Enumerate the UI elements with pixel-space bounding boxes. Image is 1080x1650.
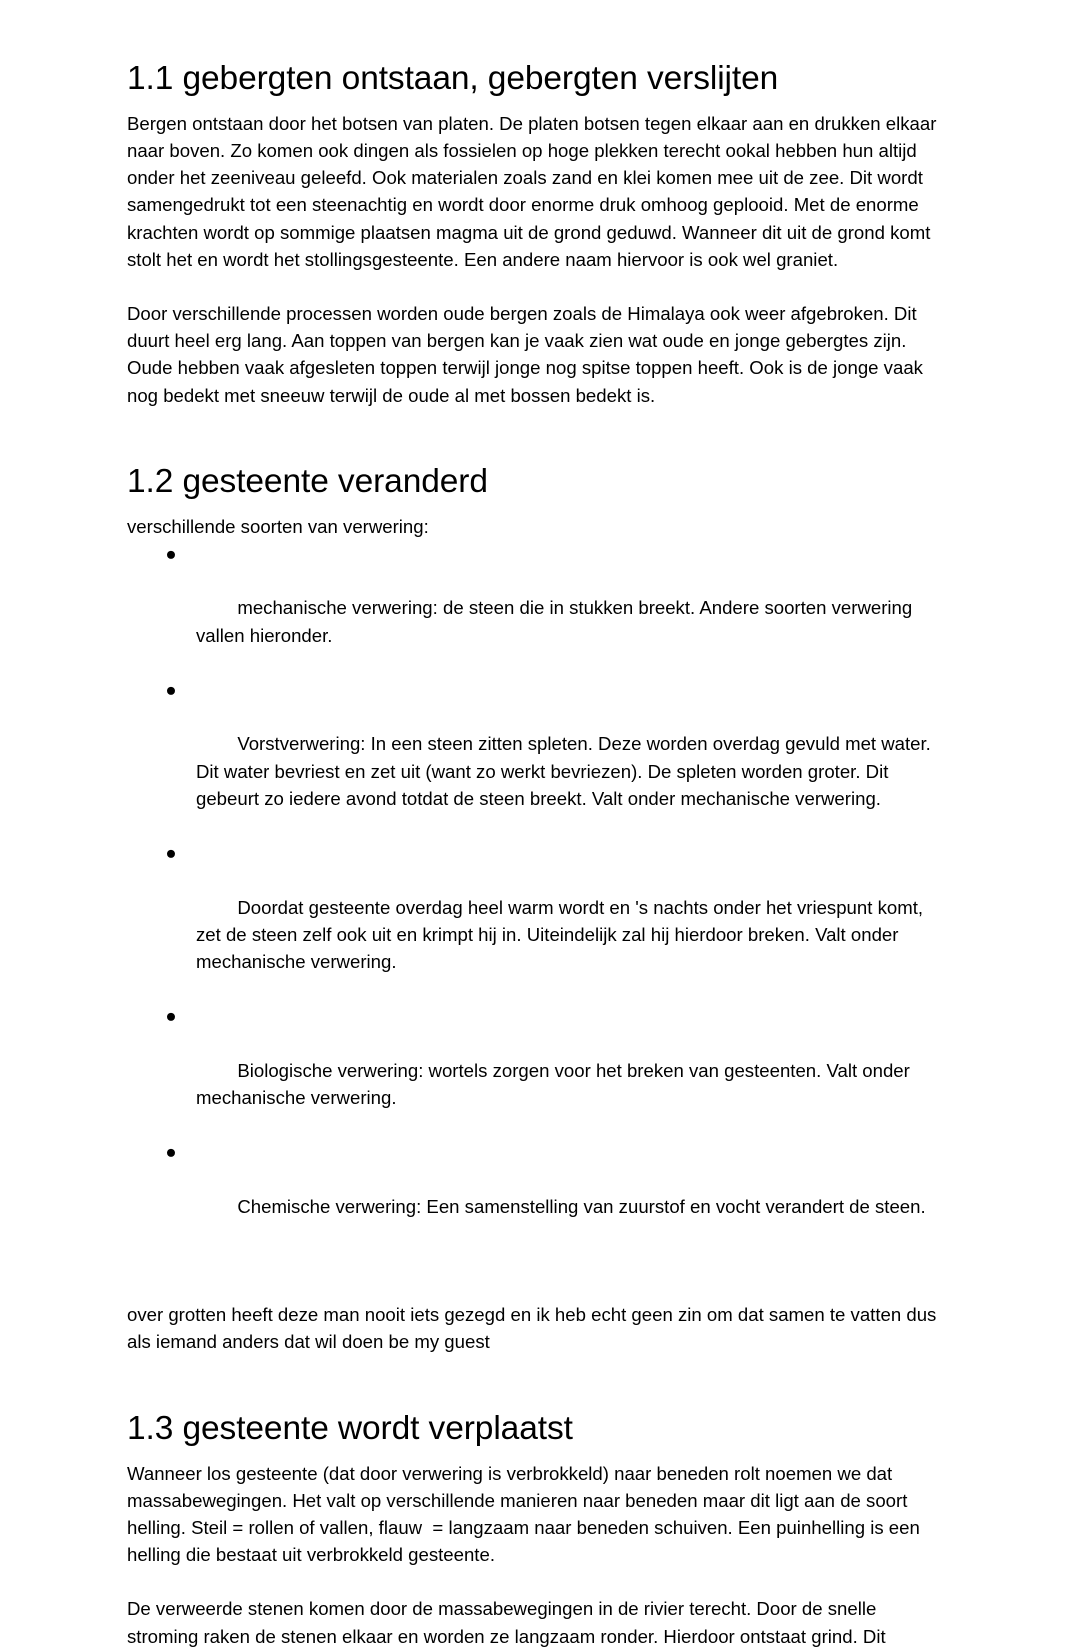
list-intro-1-2: verschillende soorten van verwering:	[127, 515, 429, 537]
spacer-paragraph-1-3	[127, 1568, 951, 1595]
spacer-after-heading-1-2	[127, 502, 951, 513]
spacer-after-list-a	[127, 1247, 951, 1274]
paragraph-1-3-a: Wanneer los gesteente (dat door verwering is verbrokkeld) naar beneden rolt noemen we dat massabewegingen. Het valt op verschillende manieren naar beneden maar dit ligt aan de soort helling. Steil = rollen of vallen, flauw = langzaam naar beneden schuiven. Een puinhelling is een helling die bestaat uit verbrokkeld gesteente.	[127, 1462, 925, 1566]
list-item-text: mechanische verwering: de steen die in stukken breekt. Andere soorten verwering vallen hieronder.	[196, 597, 918, 646]
spacer-before-heading-1-3	[127, 1356, 951, 1410]
paragraph-1-1-a: Bergen ontstaan door het botsen van platen. De platen botsen tegen elkaar aan en drukken elkaar naar boven. Zo komen ook dingen als fossielen op hoge plekken terecht ookal hebben hun altijd onder het zeeniveau geleefd. Ook materialen zoals zand en klei komen mee uit de zee. Dit wordt samengedrukt tot een steenachtig en wordt door enorme druk omhoog geplooid. Met de enorme krachten wordt op sommige plaatsen magma uit de grond geduwd. Wanneer dit uit de grond komt stolt het en wordt het stollingsgesteente. Een andere naam hiervoor is ook wel graniet.	[127, 112, 942, 270]
spacer-paragraph-1-1	[127, 273, 951, 300]
paragraph-1-1-b: Door verschillende processen worden oude bergen zoals de Himalaya ook weer afgebroken. Dit duurt heel erg lang. Aan toppen van bergen kan je vaak zien wat oude en jonge gebergtes zijn. Oude hebben vaak afgesleten toppen terwijl jonge nog spitse toppen heeft. Ook is de jonge vaak nog bedekt met sneeuw terwijl de oude al met bossen bedekt is.	[127, 303, 929, 406]
list-item	[127, 540, 951, 676]
spacer-after-heading-1-1	[127, 99, 951, 110]
list-item	[127, 839, 951, 1002]
bullet-icon: ●	[165, 1141, 177, 1163]
bullet-icon: ●	[165, 678, 177, 700]
list-item-text: Doordat gesteente overdag heel warm wordt en 's nachts onder het vriespunt komt, zet de steen zelf ook uit en krimpt hij in. Uiteindelijk zal hij hierdoor breken. Valt onder mechanische verwering.	[196, 896, 929, 972]
spacer-after-list-b	[127, 1274, 951, 1301]
bullet-icon: ●	[165, 542, 177, 564]
list-item	[127, 676, 951, 839]
bullet-icon: ●	[165, 1005, 177, 1027]
closing-note-1-2: over grotten heeft deze man nooit iets gezegd en ik heb echt geen zin om dat samen te vatten dus als iemand anders dat wil doen be my guest	[127, 1304, 942, 1353]
paragraph-1-3-b: De verweerde stenen komen door de massabewegingen in de rivier terecht. Door de snelle stroming raken de stenen elkaar en worden ze langzaam ronder. Hierdoor ontstaat grind. Dit	[127, 1598, 886, 1647]
list-item-text: Chemische verwering: Een samenstelling van zuurstof en vocht verandert de steen.	[237, 1195, 926, 1217]
heading-section-1-3: 1.3 gesteente wordt verplaatst	[127, 1409, 573, 1447]
list-item	[127, 1138, 951, 1247]
document-body	[127, 0, 951, 1650]
spacer-after-heading-1-3	[127, 1449, 951, 1460]
bullet-icon: ●	[165, 842, 177, 864]
list-item	[127, 1002, 951, 1138]
verwering-bullet-list	[127, 540, 951, 1247]
list-item-text: Biologische verwering: wortels zorgen voor het breken van gesteenten. Valt onder mechanische verwering.	[196, 1059, 916, 1109]
heading-section-1-1: 1.1 gebergten ontstaan, gebergten verslijten	[127, 60, 779, 97]
spacer-before-heading-1-2	[127, 409, 951, 463]
list-item-text: Vorstverwering: In een steen zitten spleten. Deze worden overdag gevuld met water. Dit water bevriest en zet uit (want zo werkt bevriezen). De spleten worden groter. Dit gebeurt zo iedere avond totdat de steen breekt. Valt onder mechanische verwering.	[196, 733, 937, 809]
top-margin-spacer	[127, 0, 951, 60]
heading-section-1-2: 1.2 gesteente veranderd	[127, 462, 488, 500]
